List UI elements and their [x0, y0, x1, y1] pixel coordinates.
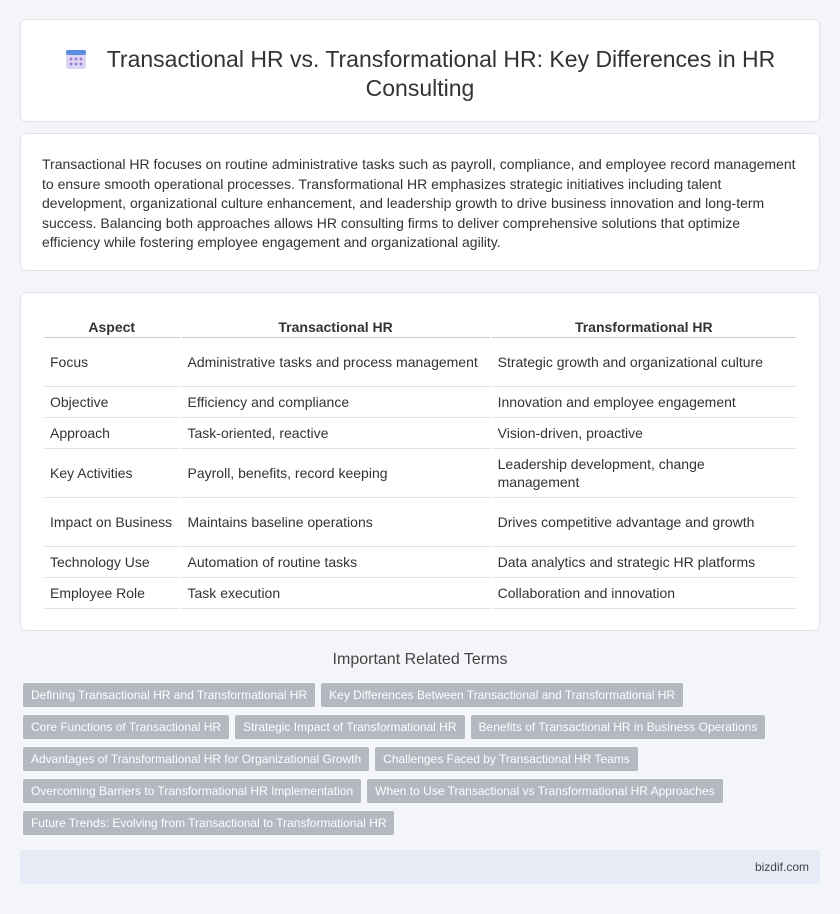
page-title: Transactional HR vs. Transformational HR: Key Differences in HR Consulting	[106, 46, 776, 101]
page-title-wrap	[51, 45, 789, 103]
related-term-tag[interactable]: Key Differences Between Transactional and Transformational HR	[321, 683, 683, 707]
cell-transactional: Efficiency and compliance	[182, 387, 490, 418]
cell-aspect: Focus	[44, 338, 180, 387]
related-term-tag[interactable]: When to Use Transactional vs Transformational HR Approaches	[367, 779, 723, 803]
cell-aspect: Technology Use	[44, 547, 180, 578]
calendar-grid-icon	[65, 48, 87, 70]
cell-aspect: Approach	[44, 418, 180, 449]
cell-transformational: Data analytics and strategic HR platforms	[492, 547, 796, 578]
table-row	[44, 498, 796, 547]
related-term-tag[interactable]: Challenges Faced by Transactional HR Teams	[375, 747, 638, 771]
table-header-row	[44, 316, 796, 338]
table-row	[44, 387, 796, 418]
cell-transactional: Task-oriented, reactive	[182, 418, 490, 449]
cell-aspect: Key Activities	[44, 449, 180, 498]
cell-transactional: Administrative tasks and process management	[182, 338, 490, 387]
cell-transactional: Payroll, benefits, record keeping	[182, 449, 490, 498]
cell-transactional: Maintains baseline operations	[182, 498, 490, 547]
related-terms-list	[23, 683, 783, 835]
related-term-tag[interactable]: Strategic Impact of Transformational HR	[235, 715, 464, 739]
cell-transformational: Strategic growth and organizational culture	[492, 338, 796, 387]
comparison-table	[42, 316, 798, 609]
cell-aspect: Employee Role	[44, 578, 180, 609]
related-term-tag[interactable]: Core Functions of Transactional HR	[23, 715, 229, 739]
intro-text: Transactional HR focuses on routine administrative tasks such as payroll, compliance, and employee record management to ensure smooth operational processes. Transformational HR emphasizes strategic initiatives including talent development, organizational culture enhancement, and leadership growth to drive business innovation and long-term success. Balancing both approaches allows HR consulting firms to deliver comprehensive solutions that optimize efficiency while fostering employee engagement and organizational agility.	[42, 156, 796, 251]
related-term-tag[interactable]: Advantages of Transformational HR for Organizational Growth	[23, 747, 369, 771]
cell-transactional: Automation of routine tasks	[182, 547, 490, 578]
intro-card	[20, 133, 820, 271]
related-term-tag[interactable]: Future Trends: Evolving from Transactional to Transformational HR	[23, 811, 394, 835]
cell-transformational: Vision-driven, proactive	[492, 418, 796, 449]
table-row	[44, 578, 796, 609]
cell-transactional: Task execution	[182, 578, 490, 609]
related-terms-title: Important Related Terms	[332, 651, 508, 668]
header-aspect: Aspect	[44, 316, 180, 338]
header-card	[20, 19, 820, 122]
table-row	[44, 449, 796, 498]
cell-aspect: Impact on Business	[44, 498, 180, 547]
footer-site-link[interactable]: bizdif.com	[754, 860, 809, 874]
cell-aspect: Objective	[44, 387, 180, 418]
header-transformational: Transformational HR	[492, 316, 796, 338]
table-row	[44, 547, 796, 578]
cell-transformational: Innovation and employee engagement	[492, 387, 796, 418]
cell-transformational: Leadership development, change management	[492, 449, 796, 498]
comparison-table-card	[20, 292, 820, 631]
table-row	[44, 418, 796, 449]
table-row	[44, 338, 796, 387]
header-transactional: Transactional HR	[182, 316, 490, 338]
related-term-tag[interactable]: Overcoming Barriers to Transformational HR Implementation	[23, 779, 361, 803]
footer	[20, 850, 820, 884]
related-term-tag[interactable]: Benefits of Transactional HR in Business Operations	[471, 715, 766, 739]
cell-transformational: Collaboration and innovation	[492, 578, 796, 609]
cell-transformational: Drives competitive advantage and growth	[492, 498, 796, 547]
related-term-tag[interactable]: Defining Transactional HR and Transformational HR	[23, 683, 315, 707]
